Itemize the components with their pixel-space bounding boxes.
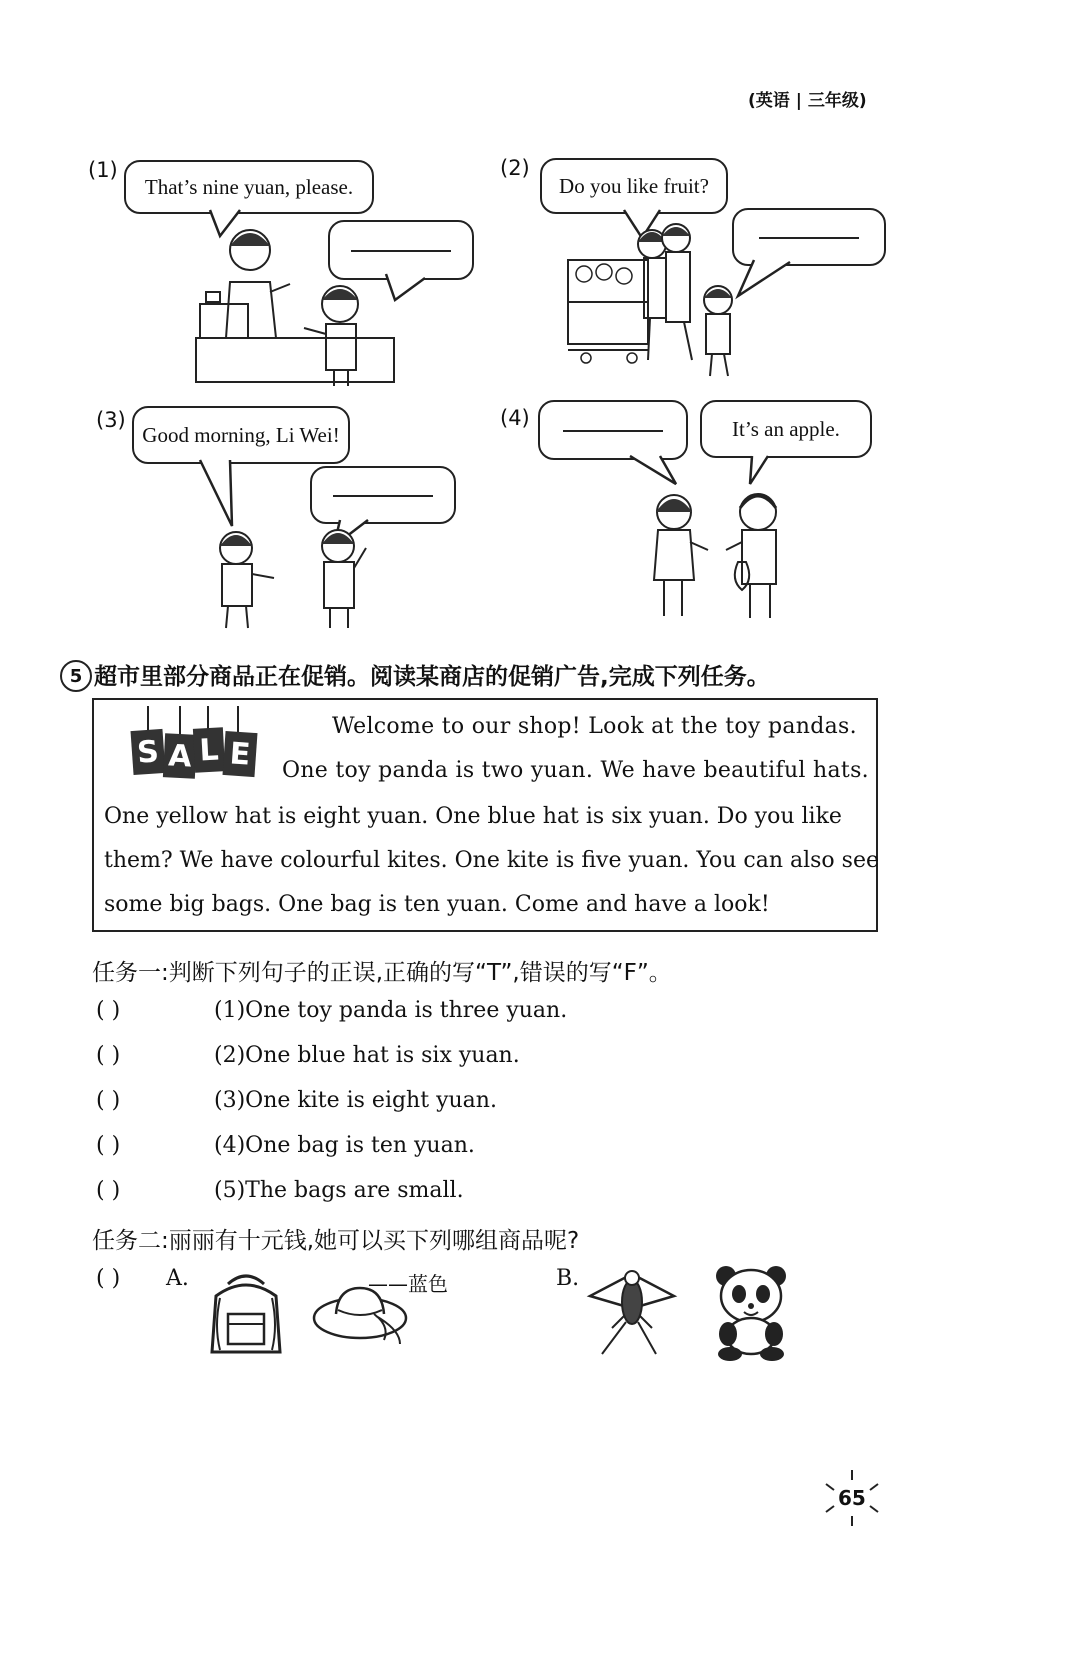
dialogue-3-number: (3): [96, 408, 126, 432]
ad-line-3: One yellow hat is eight yuan. One blue hat is six yuan. Do you like: [104, 804, 842, 829]
task-1-answer-5[interactable]: ( ): [96, 1178, 121, 1203]
dialogue-1-illustration: [190, 200, 480, 390]
task-1-answer-2[interactable]: ( ): [96, 1043, 121, 1068]
page-number: 65: [838, 1486, 866, 1510]
task-1-answer-1[interactable]: ( ): [96, 998, 121, 1023]
toy-panda-icon: [708, 1262, 794, 1362]
dialogue-2-illustration: [560, 200, 820, 390]
task-2-answer-row: [96, 1266, 189, 1291]
dialogue-4-answer-blank: [563, 429, 663, 432]
task-2-option-a-label: A.: [166, 1266, 189, 1291]
task-1-answer-3[interactable]: ( ): [96, 1088, 121, 1113]
kite-icon: [582, 1262, 682, 1362]
task-1-statement-3: (3)One kite is eight yuan.: [214, 1088, 497, 1113]
sale-letter-a: A: [167, 737, 193, 775]
task-2-title: 任务二:丽丽有十元钱,她可以买下列哪组商品呢?: [92, 1228, 580, 1254]
task-1-item-5: [96, 1178, 464, 1203]
dialogue-4-speech: It’s an apple.: [732, 416, 840, 441]
dialogue-2-number: (2): [500, 156, 530, 180]
header-subject: 英语: [755, 91, 790, 111]
dialogue-4-number: (4): [500, 406, 530, 430]
task-1-statement-4: (4)One bag is ten yuan.: [214, 1133, 475, 1158]
dialogue-1-speech: That’s nine yuan, please.: [144, 174, 354, 199]
sale-letter-s: S: [135, 733, 160, 771]
sale-tag-s: [131, 729, 166, 775]
sale-tag-e: [223, 731, 258, 777]
sale-tag-a: [163, 733, 197, 779]
task-1-item-1: [96, 998, 567, 1023]
ad-line-2: One toy panda is two yuan. We have beautiful hats.: [282, 758, 869, 783]
sale-tag-l: [193, 727, 225, 773]
dialogue-2-speech: Do you like fruit?: [559, 173, 709, 198]
dialogue-4-illustration: [620, 450, 820, 640]
dialogue-3-speech: Good morning, Li Wei!: [142, 422, 340, 447]
task-1-statement-2: (2)One blue hat is six yuan.: [214, 1043, 520, 1068]
task-2-option-b-label: B.: [556, 1266, 580, 1291]
header-grade: 三年级: [807, 91, 859, 111]
task-1-answer-4[interactable]: ( ): [96, 1133, 121, 1158]
sale-letter-l: L: [198, 732, 220, 768]
task-1-item-4: [96, 1133, 475, 1158]
section-5-title: 超市里部分商品正在促销。阅读某商店的促销广告,完成下列任务。: [94, 664, 770, 690]
header-subject-tag: (英语 | 三年级): [748, 91, 867, 111]
task-2-answer[interactable]: ( ): [96, 1266, 121, 1291]
ad-line-5: some big bags. One bag is ten yuan. Come and have a look!: [104, 892, 770, 917]
dialogue-1-number: (1): [88, 158, 118, 182]
task-1-statement-5: (5)The bags are small.: [214, 1178, 464, 1203]
sale-sign: [130, 706, 260, 776]
sale-letter-e: E: [228, 735, 252, 773]
task-1-title: 任务一:判断下列句子的正误,正确的写“T”,错误的写“F”。: [92, 960, 672, 986]
section-5-badge-number: 5: [69, 665, 83, 687]
task-1-item-2: [96, 1043, 520, 1068]
section-5-badge: [60, 660, 92, 692]
hat-color-label: ——蓝色: [368, 1272, 448, 1296]
ad-line-1: Welcome to our shop! Look at the toy pandas.: [332, 714, 857, 739]
ad-line-4: them? We have colourful kites. One kite is five yuan. You can also see: [104, 848, 879, 873]
task-1-item-3: [96, 1088, 497, 1113]
task-1-statement-1: (1)One toy panda is three yuan.: [214, 998, 568, 1023]
backpack-icon: [198, 1266, 294, 1362]
dialogue-3-illustration: [190, 450, 420, 640]
